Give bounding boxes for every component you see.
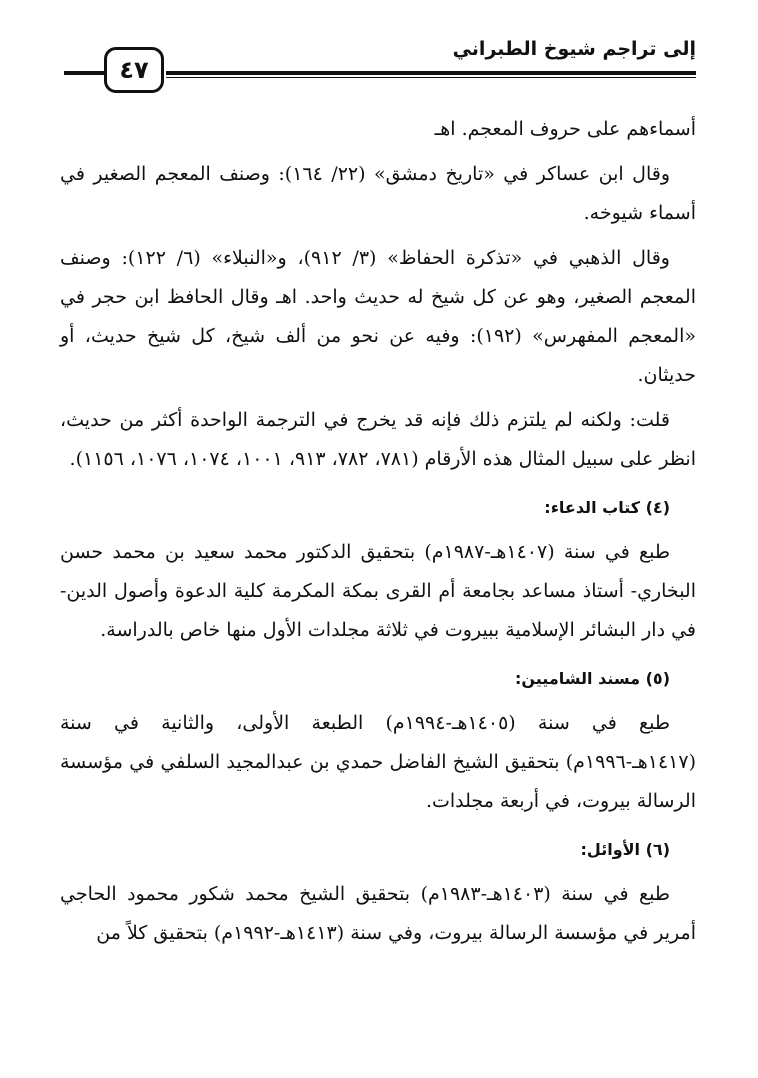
paragraph: وقال الذهبي في «تذكرة الحفاظ» (٣/ ٩١٢)، و«النبلاء» (٦/ ١٢٢): وصنف المعجم الصغير، وهو عن كل شيخ له حديث واحد. اهـ وقال الحافظ ابن حجر في «المعجم المفهرس» (١٩٢): وفيه عن نحو من ألف شيخ، كل شيخ حديث، أو حديثان. [60, 247, 696, 386]
running-header-title: إلى تراجم شيوخ الطبراني [452, 38, 696, 60]
paragraph: طبع في سنة (١٤٠٥هـ-١٩٩٤م) الطبعة الأولى، والثانية في سنة (١٤١٧هـ-١٩٩٦م) بتحقيق الشيخ الفاضل حمدي بن عبدالمجيد السلفي في مؤسسة الرسالة بيروت، في أربعة مجلدات. [60, 712, 696, 812]
section-heading: (٦) الأوائل: [580, 840, 670, 859]
paragraph: قلت: ولكنه لم يلتزم ذلك فإنه قد يخرج في الترجمة الواحدة أكثر من حديث، انظر على سبيل المثال هذه الأرقام (٧٨١، ٧٨٢، ٩١٣، ١٠٠١، ١٠٧٤، ١٠٧٦، ١١٥٦). [60, 409, 696, 470]
paragraph: طبع في سنة (١٤٠٧هـ-١٩٨٧م) بتحقيق الدكتور محمد سعيد بن محمد حسن البخاري- أستاذ مساعد بجامعة أم القرى بمكة المكرمة كلية الدعوة وأصول الدين- في دار البشائر الإسلامية ببيروت في ثلاثة مجلدات الأول منها خاص بالدراسة. [60, 541, 696, 641]
header-rule-thick [166, 71, 696, 75]
header-rule-left [64, 71, 104, 75]
header-rule-thin [166, 77, 696, 78]
paragraph: وقال ابن عساكر في «تاريخ دمشق» (٢٢/ ١٦٤): وصنف المعجم الصغير في أسماء شيوخه. [60, 163, 696, 224]
section-heading: (٤) كتاب الدعاء: [544, 498, 670, 517]
section-heading: (٥) مسند الشاميين: [514, 669, 670, 688]
paragraph: أسماءهم على حروف المعجم. اهـ [434, 118, 696, 140]
page-number-box: ٤٧ [104, 47, 164, 93]
paragraph: طبع في سنة (١٤٠٣هـ-١٩٨٣م) بتحقيق الشيخ محمد شكور محمود الحاجي أمرير في مؤسسة الرسالة بيروت، وفي سنة (١٤١٣هـ-١٩٩٢م) بتحقيق كلاً من [60, 883, 696, 944]
page-body [60, 110, 696, 959]
